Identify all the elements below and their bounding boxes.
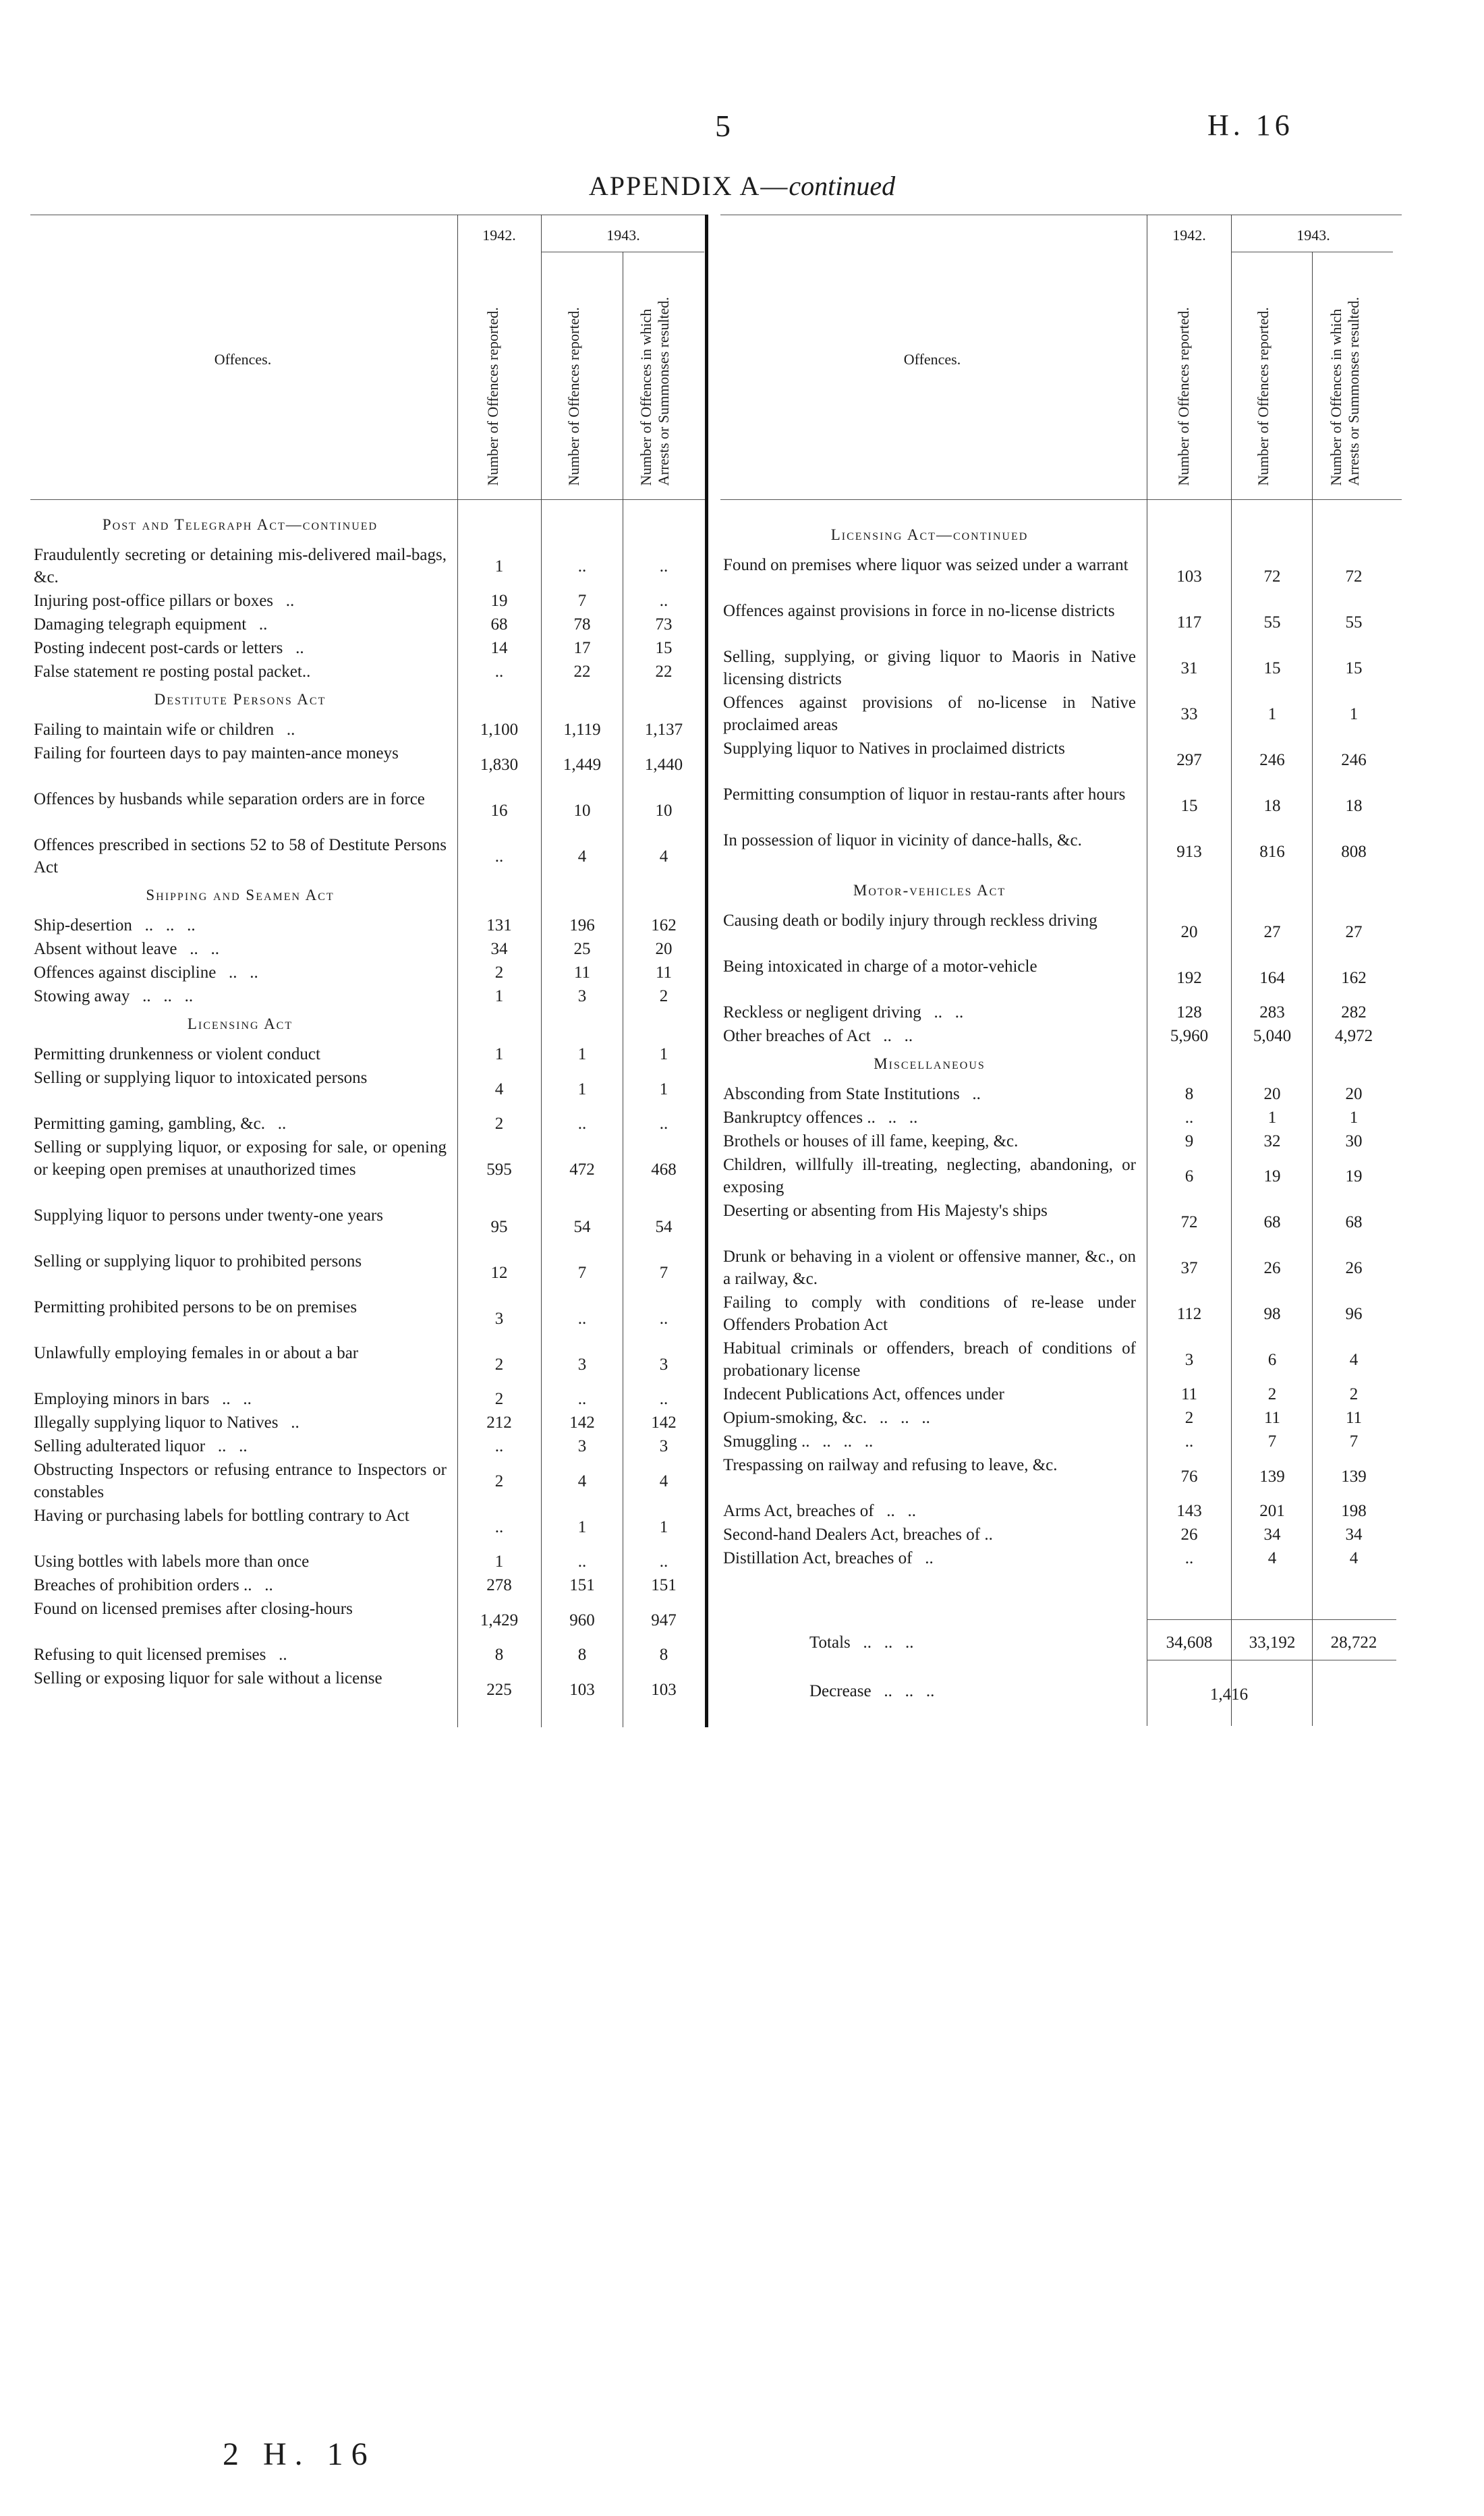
- left-offence-label: Absent without leave .. ..: [34, 940, 219, 958]
- right-value-1943-resulted: 1: [1349, 704, 1359, 723]
- left-value-1942: 278: [486, 1576, 512, 1594]
- left-offence-label: Offences by husbands while separation orders are in force: [34, 790, 425, 808]
- right-value-1942: 20: [1180, 922, 1198, 941]
- left-offence-label: Unlawfully employing females in or about a bar: [34, 1344, 359, 1362]
- left-value-1943-reported: 142: [569, 1414, 595, 1432]
- left-value-1943-reported: 3: [577, 1437, 587, 1455]
- right-value-1942: 5,960: [1170, 1027, 1209, 1045]
- right-value-1943-resulted: 246: [1341, 750, 1367, 769]
- left-value-1943-resulted: 2: [659, 987, 668, 1005]
- left-value-1943-resulted: 468: [651, 1161, 677, 1179]
- right-value-1943-reported: 1: [1267, 1109, 1277, 1127]
- left-offence-label: Selling or supplying liquor, or exposing for sale, or opening or keeping open premises at unauthorized times: [34, 1138, 447, 1179]
- right-header-1943-reported: Number of Offences reported.: [1255, 307, 1272, 486]
- left-value-1942: 1: [494, 1045, 504, 1063]
- right-header-1943-resulted: Number of Offences in which Arrests or Summonses resulted.: [1328, 297, 1362, 486]
- right-value-1943-reported: 1: [1267, 704, 1277, 723]
- left-section-heading: Post and Telegraph Act—continued: [102, 516, 378, 533]
- left-rule-2: [541, 215, 542, 1727]
- left-value-1942: 95: [490, 1217, 508, 1236]
- left-value-1943-resulted: 10: [655, 801, 673, 820]
- left-value-1942: 3: [494, 1309, 504, 1328]
- left-value-1942: ..: [494, 663, 504, 681]
- right-offence-label: Found on premises where liquor was seized under a warrant: [723, 556, 1129, 574]
- left-value-1943-resulted: 20: [655, 940, 673, 958]
- right-section-heading: Licensing Act—continued: [830, 526, 1029, 543]
- right-value-1943-resulted: 96: [1345, 1304, 1363, 1323]
- left-rule-1: [457, 215, 458, 1727]
- right-offence-label: Being intoxicated in charge of a motor-vehicle: [723, 957, 1037, 976]
- right-value-1943-reported: 201: [1259, 1502, 1285, 1520]
- totals-label: Totals .. .. ..: [809, 1633, 914, 1652]
- left-offence-label: Failing for fourteen days to pay mainten-ance moneys: [34, 744, 399, 762]
- right-offence-label: Selling, supplying, or giving liquor to Maoris in Native licensing districts: [723, 648, 1136, 688]
- left-value-1942: 2: [494, 1472, 504, 1490]
- left-value-1943-resulted: ..: [659, 557, 668, 576]
- left-value-1943-resulted: 947: [651, 1611, 677, 1629]
- left-value-1943-reported: 7: [577, 1263, 587, 1282]
- right-value-1943-reported: 2: [1267, 1385, 1277, 1403]
- right-value-1942: 128: [1176, 1003, 1202, 1022]
- right-value-1943-reported: 7: [1267, 1432, 1277, 1451]
- right-value-1943-reported: 19: [1263, 1167, 1281, 1185]
- left-offence-label: False statement re posting postal packet..: [34, 663, 311, 681]
- left-value-1943-reported: 25: [573, 940, 591, 958]
- right-offence-label: Bankruptcy offences .. .. ..: [723, 1109, 918, 1127]
- right-value-1943-resulted: 26: [1345, 1258, 1363, 1277]
- right-value-1943-resulted: 30: [1345, 1132, 1363, 1150]
- right-offence-label: Habitual criminals or offenders, breach of conditions of probationary license: [723, 1339, 1136, 1380]
- right-value-1943-reported: 27: [1263, 922, 1281, 941]
- left-value-1942: 1: [494, 1553, 504, 1571]
- right-offence-label: In possession of liquor in vicinity of dance-halls, &c.: [723, 831, 1082, 849]
- right-value-1942: 37: [1180, 1258, 1198, 1277]
- right-value-1942: 8: [1185, 1085, 1194, 1103]
- left-offence-label: Failing to maintain wife or children ..: [34, 721, 295, 739]
- left-value-1943-reported: 4: [577, 1472, 587, 1490]
- right-offence-label: Trespassing on railway and refusing to leave, &c.: [723, 1456, 1058, 1474]
- left-value-1942: 595: [486, 1161, 512, 1179]
- left-value-1943-reported: 1: [577, 1517, 587, 1536]
- right-offence-label: Deserting or absenting from His Majesty's ships: [723, 1202, 1048, 1220]
- right-rule-3: [1312, 252, 1313, 1726]
- decrease-value: 1,416: [1209, 1685, 1249, 1704]
- left-value-1943-reported: 78: [573, 615, 591, 634]
- left-value-1942: 12: [490, 1263, 508, 1282]
- left-offence-label: Illegally supplying liquor to Natives ..: [34, 1414, 299, 1432]
- right-value-1943-resulted: 808: [1341, 842, 1367, 861]
- left-value-1943-reported: 1,119: [563, 721, 601, 739]
- right-value-1943-reported: 68: [1263, 1212, 1281, 1231]
- page-title: APPENDIX A—continued: [588, 171, 896, 201]
- totals-1943-reported: 33,192: [1249, 1633, 1296, 1652]
- right-value-1943-resulted: 198: [1341, 1502, 1367, 1520]
- left-offence-label: Permitting prohibited persons to be on premises: [34, 1298, 358, 1316]
- decrease-label: Decrease .. .. ..: [809, 1682, 935, 1700]
- right-offence-label: Absconding from State Institutions ..: [723, 1085, 981, 1103]
- right-value-1943-resulted: 34: [1345, 1526, 1363, 1544]
- right-value-1943-resulted: 282: [1341, 1003, 1367, 1022]
- right-section-heading: Motor-vehicles Act: [853, 882, 1006, 899]
- right-value-1943-resulted: 2: [1349, 1385, 1359, 1403]
- appendix-title-suffix: continued: [789, 171, 896, 201]
- left-value-1943-resulted: ..: [659, 1553, 668, 1571]
- right-value-1943-resulted: 15: [1345, 659, 1363, 677]
- left-value-1943-resulted: 3: [659, 1437, 668, 1455]
- left-value-1943-reported: 472: [569, 1161, 595, 1179]
- right-value-1942: 3: [1185, 1350, 1194, 1369]
- left-value-1942: 4: [494, 1080, 504, 1098]
- totals-top-rule: [1147, 1619, 1396, 1620]
- left-offence-label: Fraudulently secreting or detaining mis-delivered mail-bags, &c.: [34, 546, 447, 586]
- left-value-1943-reported: 22: [573, 663, 591, 681]
- left-value-1943-resulted: 3: [659, 1355, 668, 1374]
- right-value-1943-resulted: 19: [1345, 1167, 1363, 1185]
- right-value-1943-reported: 34: [1263, 1526, 1281, 1544]
- right-value-1942: 297: [1176, 750, 1202, 769]
- left-value-1943-reported: 151: [569, 1576, 595, 1594]
- right-value-1943-reported: 11: [1263, 1409, 1281, 1427]
- left-value-1942: 8: [494, 1646, 504, 1664]
- left-value-1942: 68: [490, 615, 508, 634]
- right-value-1942: 6: [1185, 1167, 1194, 1185]
- left-year-1942: 1942.: [482, 227, 516, 244]
- left-value-1942: 2: [494, 1390, 504, 1408]
- right-offence-label: Offences against provisions of no-license in Native proclaimed areas: [723, 694, 1136, 734]
- footer-reference: 2 H. 16: [223, 2436, 376, 2472]
- right-value-1943-reported: 283: [1259, 1003, 1285, 1022]
- right-value-1942: 2: [1185, 1409, 1194, 1427]
- left-value-1943-reported: ..: [577, 1553, 587, 1571]
- right-value-1942: 103: [1176, 567, 1202, 586]
- right-rule-2: [1231, 215, 1232, 1726]
- left-value-1943-resulted: 73: [655, 615, 673, 634]
- right-value-1943-resulted: 18: [1345, 796, 1363, 815]
- left-value-1943-resulted: 54: [655, 1217, 673, 1236]
- right-value-1942: 33: [1180, 704, 1198, 723]
- left-value-1943-resulted: 11: [655, 963, 673, 982]
- left-value-1943-reported: ..: [577, 1115, 587, 1133]
- left-value-1943-reported: 196: [569, 916, 595, 934]
- left-value-1942: 16: [490, 801, 508, 820]
- right-value-1942: 76: [1180, 1467, 1198, 1486]
- right-value-1943-reported: 18: [1263, 796, 1281, 815]
- right-offence-label: Smuggling .. .. .. ..: [723, 1432, 874, 1451]
- right-offence-label: Offences against provisions in force in no-license districts: [723, 602, 1115, 620]
- left-offence-label: Supplying liquor to persons under twenty-one years: [34, 1206, 383, 1225]
- right-value-1943-resulted: 1: [1349, 1109, 1359, 1127]
- left-value-1942: 1,100: [480, 721, 519, 739]
- left-value-1943-resulted: 142: [651, 1414, 677, 1432]
- left-value-1943-resulted: 151: [651, 1576, 677, 1594]
- left-value-1943-reported: 11: [573, 963, 591, 982]
- right-value-1943-resulted: 72: [1345, 567, 1363, 586]
- right-value-1943-resulted: 4: [1349, 1549, 1359, 1567]
- left-value-1942: 131: [486, 916, 512, 934]
- left-offence-label: Damaging telegraph equipment ..: [34, 615, 268, 634]
- left-value-1943-resulted: 1: [659, 1517, 668, 1536]
- left-offence-label: Breaches of prohibition orders .. ..: [34, 1576, 273, 1594]
- right-offence-label: Other breaches of Act .. ..: [723, 1027, 913, 1045]
- right-value-1943-reported: 72: [1263, 567, 1281, 586]
- right-section-heading: Miscellaneous: [874, 1055, 986, 1072]
- right-value-1942: 15: [1180, 796, 1198, 815]
- right-offence-label: Failing to comply with conditions of re-lease under Offenders Probation Act: [723, 1293, 1136, 1334]
- left-value-1942: 2: [494, 1355, 504, 1374]
- left-value-1943-resulted: ..: [659, 1115, 668, 1133]
- left-year-1943: 1943.: [606, 227, 640, 244]
- left-value-1943-resulted: 1,137: [644, 721, 683, 739]
- left-value-1943-resulted: 103: [651, 1680, 677, 1699]
- left-value-1943-resulted: 4: [659, 1472, 668, 1490]
- left-offence-label: Using bottles with labels more than once: [34, 1553, 310, 1571]
- left-offence-label: Offences prescribed in sections 52 to 58 of Destitute Persons Act: [34, 836, 447, 876]
- appendix-title: APPENDIX A: [588, 171, 761, 201]
- right-value-1943-reported: 98: [1263, 1304, 1281, 1323]
- right-value-1943-resulted: 68: [1345, 1212, 1363, 1231]
- left-offence-label: Permitting gaming, gambling, &c. ..: [34, 1115, 287, 1133]
- right-value-1943-reported: 164: [1259, 968, 1285, 987]
- left-value-1943-reported: 54: [573, 1217, 591, 1236]
- right-value-1942: ..: [1185, 1432, 1194, 1451]
- left-value-1942: 1,830: [480, 755, 519, 774]
- right-offence-label: Arms Act, breaches of .. ..: [723, 1502, 917, 1520]
- right-value-1943-reported: 139: [1259, 1467, 1285, 1486]
- right-offence-label: Opium-smoking, &c. .. .. ..: [723, 1409, 930, 1427]
- right-offence-label: Supplying liquor to Natives in proclaimed districts: [723, 739, 1065, 758]
- right-value-1943-resulted: 4: [1349, 1350, 1359, 1369]
- totals-1943-resulted: 28,722: [1330, 1633, 1377, 1652]
- right-year-1943: 1943.: [1296, 227, 1330, 244]
- page-number: 5: [715, 109, 731, 143]
- left-value-1942: ..: [494, 1517, 504, 1536]
- right-value-1943-reported: 816: [1259, 842, 1285, 861]
- left-value-1942: ..: [494, 847, 504, 866]
- right-offence-label: Permitting consumption of liquor in restau-rants after hours: [723, 785, 1126, 804]
- right-value-1943-reported: 55: [1263, 613, 1281, 632]
- right-value-1943-resulted: 55: [1345, 613, 1363, 632]
- left-value-1943-reported: 1: [577, 1080, 587, 1098]
- right-offence-label: Drunk or behaving in a violent or offensive manner, &c., on a railway, &c.: [723, 1248, 1136, 1288]
- right-value-1942: ..: [1185, 1109, 1194, 1127]
- center-divider-rule: [705, 215, 708, 1727]
- right-offence-label: Brothels or houses of ill fame, keeping, &c.: [723, 1132, 1019, 1150]
- right-value-1942: 143: [1176, 1502, 1202, 1520]
- left-value-1942: 2: [494, 1115, 504, 1133]
- left-value-1943-resulted: 1: [659, 1045, 668, 1063]
- document-reference: H. 16: [1207, 109, 1294, 142]
- left-value-1942: 1: [494, 557, 504, 576]
- right-value-1943-reported: 26: [1263, 1258, 1281, 1277]
- left-offence-label: Selling or supplying liquor to prohibited persons: [34, 1252, 362, 1270]
- right-value-1943-reported: 32: [1263, 1132, 1281, 1150]
- right-offence-label: Distillation Act, breaches of ..: [723, 1549, 934, 1567]
- right-header-1942-reported: Number of Offences reported.: [1175, 307, 1192, 486]
- left-value-1942: 14: [490, 639, 508, 657]
- right-offence-label: Children, willfully ill-treating, neglecting, abandoning, or exposing: [723, 1156, 1136, 1196]
- left-offence-label: Employing minors in bars .. ..: [34, 1390, 252, 1408]
- left-value-1943-resulted: ..: [659, 1390, 668, 1408]
- left-value-1943-resulted: 1: [659, 1080, 668, 1098]
- left-section-heading: Shipping and Seamen Act: [146, 887, 335, 903]
- left-value-1942: 1,429: [480, 1611, 519, 1629]
- left-value-1943-reported: 1: [577, 1045, 587, 1063]
- right-offence-label: Indecent Publications Act, offences under: [723, 1385, 1004, 1403]
- left-offence-label: Posting indecent post-cards or letters ..: [34, 639, 304, 657]
- left-value-1943-resulted: 4: [659, 847, 668, 866]
- left-value-1942: 212: [486, 1414, 512, 1432]
- left-offence-label: Found on licensed premises after closing-hours: [34, 1600, 353, 1618]
- left-value-1942: ..: [494, 1437, 504, 1455]
- left-header-1942-reported: Number of Offences reported.: [484, 307, 501, 486]
- left-value-1942: 34: [490, 940, 508, 958]
- right-value-1943-resulted: 139: [1341, 1467, 1367, 1486]
- right-value-1943-reported: 5,040: [1253, 1027, 1292, 1045]
- left-value-1943-resulted: 22: [655, 663, 673, 681]
- left-value-1943-resulted: 1,440: [644, 755, 683, 774]
- right-value-1942: 11: [1180, 1385, 1198, 1403]
- right-value-1943-resulted: 4,972: [1334, 1027, 1373, 1045]
- left-value-1943-reported: ..: [577, 1390, 587, 1408]
- right-offence-label: Second-hand Dealers Act, breaches of ..: [723, 1526, 993, 1544]
- left-value-1942: 19: [490, 592, 508, 610]
- right-value-1942: 913: [1176, 842, 1202, 861]
- left-value-1942: 2: [494, 963, 504, 982]
- left-offence-label: Injuring post-office pillars or boxes ..: [34, 592, 295, 610]
- left-offence-label: Offences against discipline .. ..: [34, 963, 258, 982]
- right-value-1942: 117: [1176, 613, 1202, 632]
- right-value-1943-resulted: 20: [1345, 1085, 1363, 1103]
- left-header-1943-reported: Number of Offences reported.: [565, 307, 582, 486]
- right-value-1942: 192: [1176, 968, 1202, 987]
- left-header-1943-resulted: Number of Offences in which Arrests or Summonses resulted.: [637, 297, 672, 486]
- right-value-1943-resulted: 162: [1341, 968, 1367, 987]
- left-offence-label: Selling adulterated liquor .. ..: [34, 1437, 248, 1455]
- left-offence-label: Obstructing Inspectors or refusing entrance to Inspectors or constables: [34, 1461, 447, 1501]
- left-value-1943-resulted: 8: [659, 1646, 668, 1664]
- right-value-1943-resulted: 27: [1345, 922, 1363, 941]
- left-value-1943-reported: 8: [577, 1646, 587, 1664]
- left-offences-header: Offences.: [214, 351, 272, 368]
- left-value-1943-reported: 10: [573, 801, 591, 820]
- right-value-1943-reported: 6: [1267, 1350, 1277, 1369]
- left-value-1943-reported: 103: [569, 1680, 595, 1699]
- right-value-1942: ..: [1185, 1549, 1194, 1567]
- left-value-1942: 1: [494, 987, 504, 1005]
- left-header-bottom-rule: [30, 499, 708, 500]
- totals-1942: 34,608: [1166, 1633, 1213, 1652]
- left-value-1943-resulted: ..: [659, 592, 668, 610]
- right-value-1943-reported: 15: [1263, 659, 1281, 677]
- right-value-1943-resulted: 7: [1349, 1432, 1359, 1451]
- left-value-1943-reported: ..: [577, 1309, 587, 1328]
- right-value-1942: 112: [1176, 1304, 1202, 1323]
- left-offence-label: Selling or supplying liquor to intoxicated persons: [34, 1069, 368, 1087]
- right-offence-label: Reckless or negligent driving .. ..: [723, 1003, 964, 1022]
- right-value-1942: 72: [1180, 1212, 1198, 1231]
- left-offence-label: Ship-desertion .. .. ..: [34, 916, 196, 934]
- left-value-1943-reported: 17: [573, 639, 591, 657]
- right-value-1943-resulted: 11: [1345, 1409, 1363, 1427]
- left-offence-label: Having or purchasing labels for bottling contrary to Act: [34, 1507, 409, 1525]
- left-value-1943-resulted: ..: [659, 1309, 668, 1328]
- left-offence-label: Stowing away .. .. ..: [34, 987, 194, 1005]
- left-value-1943-reported: 1,449: [563, 755, 602, 774]
- right-value-1943-reported: 246: [1259, 750, 1285, 769]
- left-value-1943-reported: 3: [577, 987, 587, 1005]
- left-value-1942: 225: [486, 1680, 512, 1699]
- right-value-1943-reported: 4: [1267, 1549, 1277, 1567]
- left-value-1943-reported: 7: [577, 592, 587, 610]
- left-value-1943-resulted: 15: [655, 639, 673, 657]
- right-offences-header: Offences.: [903, 351, 961, 368]
- right-year-1942: 1942.: [1172, 227, 1206, 244]
- left-value-1943-reported: 3: [577, 1355, 587, 1374]
- right-offence-label: Causing death or bodily injury through reckless driving: [723, 912, 1097, 930]
- left-value-1943-resulted: 7: [659, 1263, 668, 1282]
- left-section-heading: Destitute Persons Act: [154, 691, 326, 708]
- left-offence-label: Permitting drunkenness or violent conduct: [34, 1045, 320, 1063]
- right-value-1942: 31: [1180, 659, 1198, 677]
- left-value-1943-reported: ..: [577, 557, 587, 576]
- left-value-1943-resulted: 162: [651, 916, 677, 934]
- left-section-heading: Licensing Act: [187, 1015, 293, 1032]
- left-value-1943-reported: 4: [577, 847, 587, 866]
- right-value-1943-reported: 20: [1263, 1085, 1281, 1103]
- right-value-1942: 26: [1180, 1526, 1198, 1544]
- left-offence-label: Selling or exposing liquor for sale without a license: [34, 1669, 382, 1687]
- left-offence-label: Refusing to quit licensed premises ..: [34, 1646, 287, 1664]
- right-value-1942: 9: [1185, 1132, 1194, 1150]
- left-value-1943-reported: 960: [569, 1611, 595, 1629]
- right-header-bottom-rule: [720, 499, 1402, 500]
